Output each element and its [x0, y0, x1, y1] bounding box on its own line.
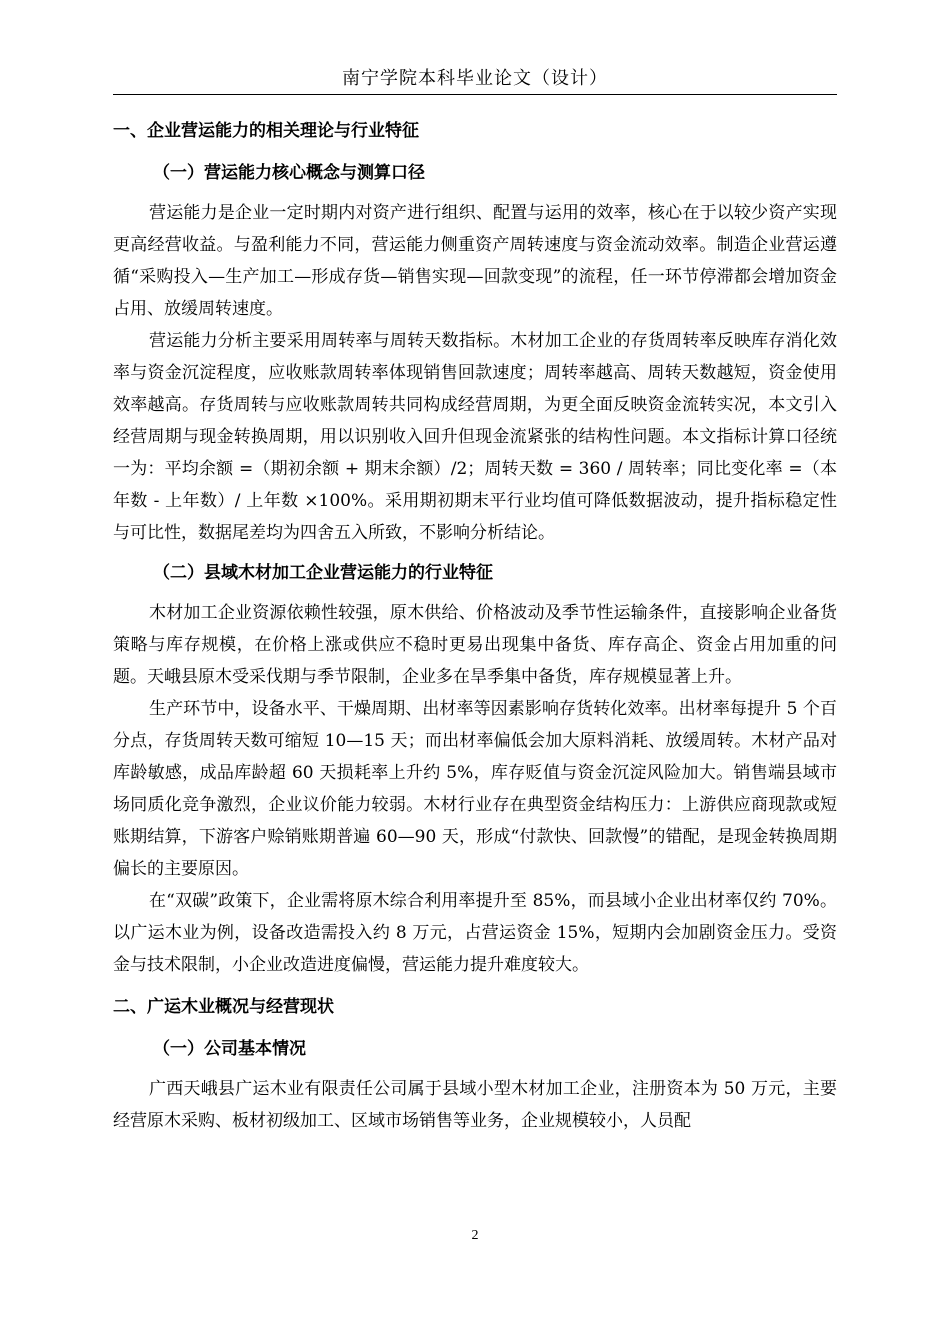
- paragraph: 生产环节中，设备水平、干燥周期、出材率等因素影响存货转化效率。出材率每提升 5 个百分点，存货周转天数可缩短 10—15 天；而出材率偏低会加大原料消耗、放缓周转。木材产品对库龄敏感，成品库龄超 60 天损耗率上升约 5%，库存贬值与资金沉淀风险加大。销售端县域市场同质化竞争激烈，企业议价能力较弱。木材行业存在典型资金结构压力：上游供应商现款或短账期结算，下游客户赊销账期普遍 60—90 天，形成“付款快、回款慢”的错配，是现金转换周期偏长的主要原因。: [113, 699, 837, 879]
- section-heading: 二、广运木业概况与经营现状: [113, 997, 334, 1017]
- subsection-heading: （一）公司基本情况: [153, 1039, 306, 1059]
- paragraph: 在“双碳”政策下，企业需将原木综合利用率提升至 85%，而县域小企业出材率仅约 70%。以广运木业为例，设备改造需投入约 8 万元，占营运资金 15%，短期内会加剧资金压力。受资金与技术限制，小企业改造进度偏慢，营运能力提升难度较大。: [113, 891, 837, 975]
- paragraph: 木材加工企业资源依赖性较强，原木供给、价格波动及季节性运输条件，直接影响企业备货策略与库存规模，在价格上涨或供应不稳时更易出现集中备货、库存高企、资金占用加重的问题。天峨县原木受采伐期与季节限制，企业多在旱季集中备货，库存规模显著上升。: [113, 603, 837, 687]
- header-rule: [113, 94, 837, 95]
- subsection-heading: （二）县域木材加工企业营运能力的行业特征: [153, 563, 493, 583]
- running-header: 南宁学院本科毕业论文（设计）: [342, 68, 608, 89]
- paragraph: 营运能力是企业一定时期内对资产进行组织、配置与运用的效率，核心在于以较少资产实现更高经营收益。与盈利能力不同，营运能力侧重资产周转速度与资金流动效率。制造企业营运遵循“采购投入—生产加工—形成存货—销售实现—回款变现”的流程，任一环节停滞都会增加资金占用、放缓周转速度。: [113, 203, 837, 319]
- page-number: 2: [471, 1228, 479, 1243]
- paragraph: 营运能力分析主要采用周转率与周转天数指标。木材加工企业的存货周转率反映库存消化效率与资金沉淀程度，应收账款周转率体现销售回款速度；周转率越高、周转天数越短，资金使用效率越高。存货周转与应收账款周转共同构成经营周期，为更全面反映资金流转实况，本文引入经营周期与现金转换周期，用以识别收入回升但现金流紧张的结构性问题。本文指标计算口径统一为：平均余额 =（期初余额 + 期末余额）/2；周转天数 = 360 / 周转率；同比变化率 =（本年数 - 上年数）/ 上年数 ×100%。采用期初期末平行业均值可降低数据波动，提升指标稳定性与可比性，数据尾差均为四舍五入所致，不影响分析结论。: [113, 331, 837, 543]
- paragraph: 广西天峨县广运木业有限责任公司属于县域小型木材加工企业，注册资本为 50 万元，主要经营原木采购、板材初级加工、区域市场销售等业务，企业规模较小，人员配: [113, 1079, 837, 1131]
- body-content: [113, 113, 837, 1137]
- subsection-heading: （一）营运能力核心概念与测算口径: [153, 163, 425, 183]
- section-heading: 一、企业营运能力的相关理论与行业特征: [113, 121, 419, 141]
